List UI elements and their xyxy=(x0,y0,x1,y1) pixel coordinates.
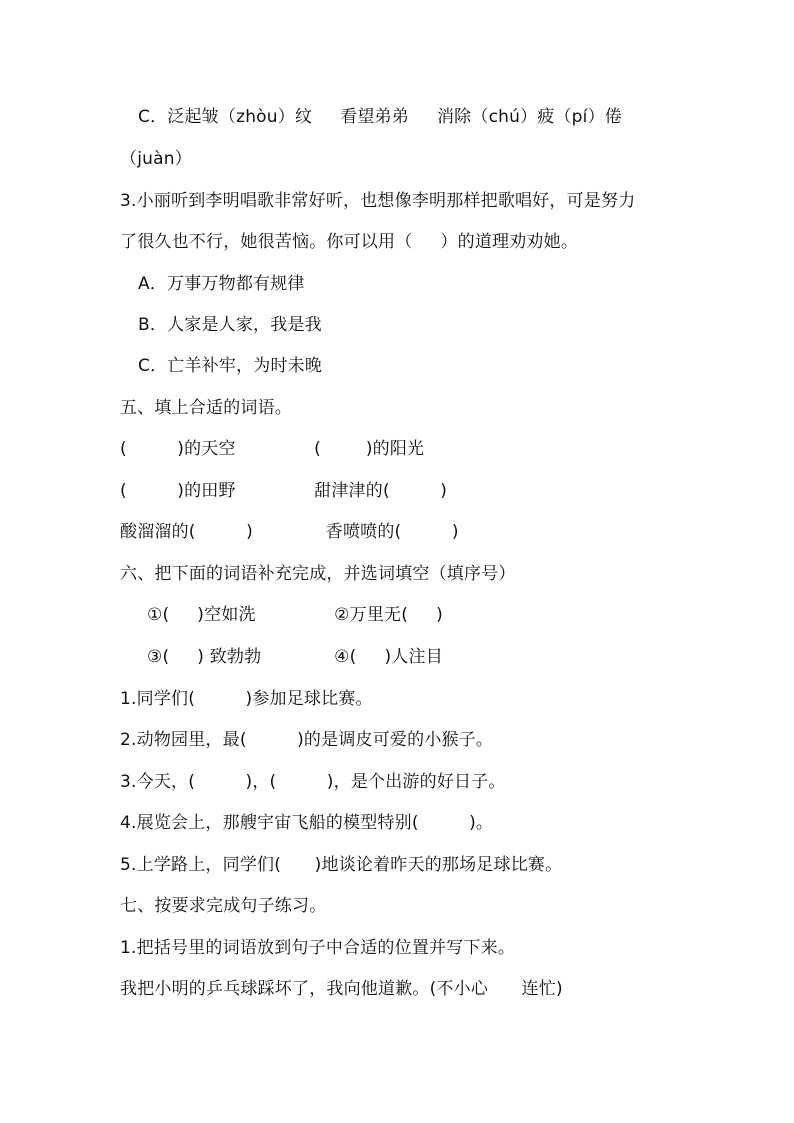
fill-row-1: ( )的天空 ( )的阳光 xyxy=(120,439,425,459)
option-c: C．亡羊补牢，为时未晚 xyxy=(138,356,323,376)
option-b: B．人家是人家，我是我 xyxy=(138,315,322,335)
fill-row-2: ( )的田野 甜津津的( ) xyxy=(120,481,448,501)
fill-sentence-4: 4.展览会上，那艘宇宙飞船的模型特别( )。 xyxy=(120,813,494,833)
idiom-row-1: ①( )空如洗 ②万里无( ) xyxy=(147,605,443,625)
fill-sentence-2: 2.动物园里，最( )的是调皮可爱的小猴子。 xyxy=(120,730,494,750)
task-1-instruction: 1.把括号里的词语放到句子中合适的位置并写下来。 xyxy=(120,938,516,958)
option-c-line: C．泛起皱（zhòu）纹 看望弟弟 消除（chú）疲（pí）倦 xyxy=(138,107,622,127)
fill-row-3: 酸溜溜的( ) 香喷喷的( ) xyxy=(120,522,459,542)
fill-sentence-3: 3.今天，( )，( )，是个出游的好日子。 xyxy=(120,772,506,792)
idiom-row-2: ③( ) 致勃勃 ④( )人注目 xyxy=(147,647,443,667)
section-5-heading: 五、填上合适的词语。 xyxy=(120,398,292,418)
fill-sentence-5: 5.上学路上，同学们( )地谈论着昨天的那场足球比赛。 xyxy=(120,855,563,875)
pinyin-continuation: （juàn） xyxy=(120,149,192,169)
question-3-line-1: 3.小丽听到李明唱歌非常好听，也想像李明那样把歌唱好，可是努力 xyxy=(120,191,636,211)
option-a: A．万事万物都有规律 xyxy=(138,274,305,294)
task-1-sentence: 我把小明的乒乓球踩坏了，我向他道歉。(不小心 连忙) xyxy=(120,979,563,999)
question-3-line-2: 了很久也不行，她很苦恼。你可以用（ ）的道理劝劝她。 xyxy=(120,232,579,252)
fill-sentence-1: 1.同学们( )参加足球比赛。 xyxy=(120,689,373,709)
section-6-heading: 六、把下面的词语补充完成，并选词填空（填序号） xyxy=(120,564,516,584)
section-7-heading: 七、按要求完成句子练习。 xyxy=(120,896,327,916)
